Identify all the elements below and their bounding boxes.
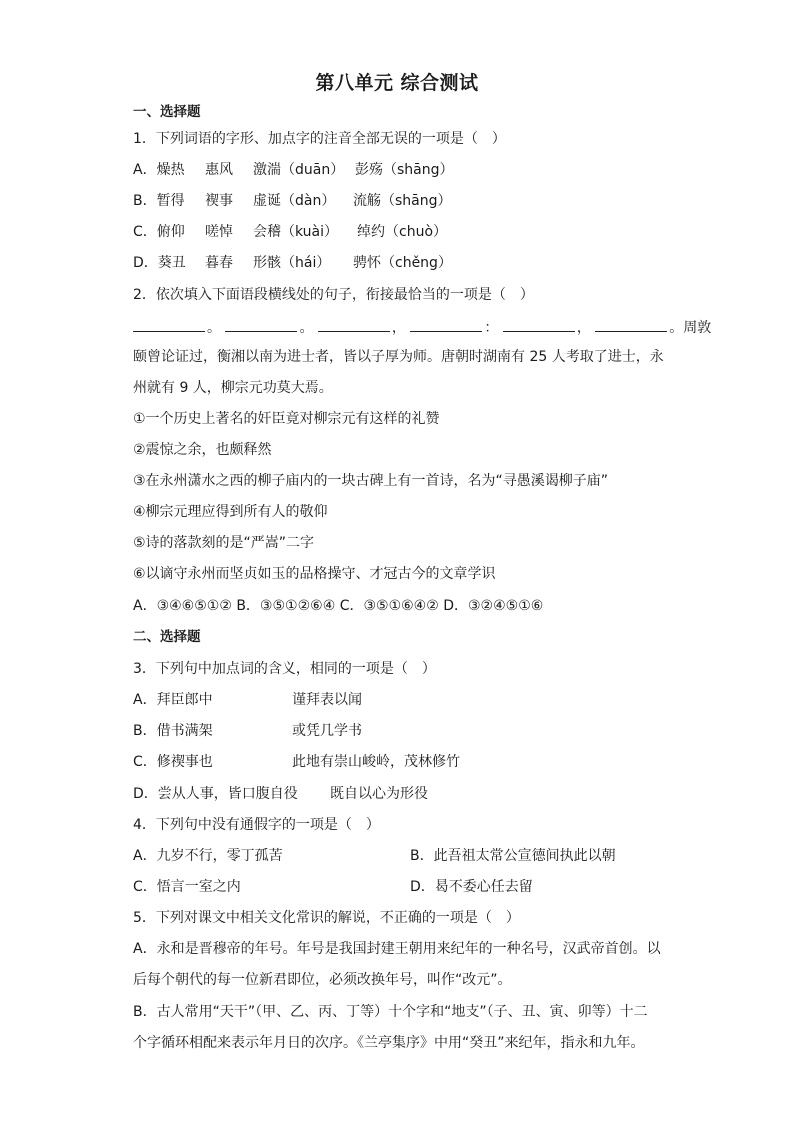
question-stem: 1．下列词语的字形、加点字的注音全部无误的一项是（ ） <box>133 131 506 147</box>
paragraph-line: 颐曾论证过，衡湘以南为进士者，皆以子厚为师。唐朝时湖南有 25 人考取了进士，永 <box>133 349 664 365</box>
blank-separator: ， <box>391 320 406 336</box>
option-word: 暮春 <box>205 255 233 271</box>
section-heading: 一、选择题 <box>133 104 201 120</box>
blank <box>595 316 667 332</box>
option-line: B．古人常用“天干”（甲、乙、丙、丁等）十个字和“地支”（子、丑、寅、卯等）十二 <box>133 1004 648 1020</box>
option-word: 骋怀（chěng） <box>353 255 452 271</box>
option-text: 谨拜表以闻 <box>292 692 362 708</box>
question-stem: 5．下列对课文中相关文化常识的解说，不正确的一项是（ ） <box>133 910 520 926</box>
option-word: 惠风 <box>205 162 233 178</box>
option-word: 激湍（duān） <box>253 162 345 178</box>
option-text: 或凭几学书 <box>292 723 362 739</box>
option-word: 嗟悼 <box>205 224 233 240</box>
option-text: A．九岁不行，零丁孤苦 <box>133 848 283 864</box>
sentence-item: ③在永州潇水之西的柳子庙内的一块古碑上有一首诗，名为“寻愚溪谒柳子庙” <box>133 473 609 489</box>
option-text: D．曷不委心任去留 <box>410 879 533 895</box>
sentence-item: ①一个历史上著名的奸臣竟对柳宗元有这样的礼赞 <box>133 411 440 427</box>
option-text: A．拜臣郎中 <box>133 692 213 708</box>
question-stem: 3．下列句中加点词的含义，相同的一项是（ ） <box>133 661 436 677</box>
option-word: 会稽（kuài） <box>253 224 339 240</box>
sentence-item: ④柳宗元理应得到所有人的敬仰 <box>133 504 328 520</box>
blank-separator: 。周敦 <box>669 320 712 336</box>
option-word: 绰约（chuò） <box>357 224 448 240</box>
option-word: 彭殇（shāng） <box>355 162 454 178</box>
question-stem: 2．依次填入下面语段横线处的句子，衔接最恰当的一项是（ ） <box>133 287 534 303</box>
option-word: B．暂得 <box>133 193 185 209</box>
option-word: 虚诞（dàn） <box>253 193 336 209</box>
blank-separator: ， <box>576 320 591 336</box>
option-text: D．尝从人事，皆口腹自役 <box>133 786 298 802</box>
option-word: 褉事 <box>205 193 233 209</box>
question-stem: 4．下列句中没有通假字的一项是（ ） <box>133 817 380 833</box>
blank <box>318 316 390 332</box>
answer-choices: A．③④⑥⑤①② B．③⑤①②⑥④ C．③⑤①⑥④② D．③②④⑤①⑥ <box>133 598 544 614</box>
option-word: 形骸（hái） <box>253 255 331 271</box>
page-title: 第八单元 综合测试 <box>315 72 479 94</box>
option-line: 后每个朝代的每一位新君即位，必须改换年号，叫作“改元”。 <box>133 972 512 988</box>
sentence-item: ⑥以谪守永州而坚贞如玉的品格操守、才冠古今的文章学识 <box>133 566 496 582</box>
option-text: B．借书满架 <box>133 723 213 739</box>
blank-separator: 。 <box>299 320 314 336</box>
blank <box>225 316 297 332</box>
option-line: A．永和是晋穆帝的年号。年号是我国封建王朝用来纪年的一种名号，汉武帝首创。以 <box>133 941 661 957</box>
sentence-item: ②震惊之余，也颇释然 <box>133 442 272 458</box>
blank <box>410 316 482 332</box>
blank-separator: 。 <box>207 320 221 336</box>
blank <box>133 316 205 332</box>
option-word: 流觞（shāng） <box>353 193 452 209</box>
option-text: 既自以心为形役 <box>330 786 428 802</box>
paragraph-line: 州就有 9 人，柳宗元功莫大焉。 <box>133 380 333 396</box>
option-text: B．此吾祖太常公宣德间执此以朝 <box>410 848 616 864</box>
option-line: 个字循环相配来表示年月日的次序。《兰亭集序》中用“癸丑”来纪年，指永和九年。 <box>133 1035 645 1051</box>
blank-separator: ： <box>484 320 499 336</box>
option-word: A．燥热 <box>133 162 185 178</box>
section-heading: 二、选择题 <box>133 629 201 645</box>
option-text: C．修禊事也 <box>133 754 213 770</box>
option-word: D．葵丑 <box>133 255 186 271</box>
sentence-item: ⑤诗的落款刻的是“严嵩”二字 <box>133 535 315 551</box>
option-word: C．俯仰 <box>133 224 185 240</box>
option-text: C．悟言一室之内 <box>133 879 241 895</box>
blank <box>503 316 575 332</box>
option-text: 此地有崇山峻岭，茂林修竹 <box>292 754 460 770</box>
fill-blank-line <box>133 316 711 338</box>
